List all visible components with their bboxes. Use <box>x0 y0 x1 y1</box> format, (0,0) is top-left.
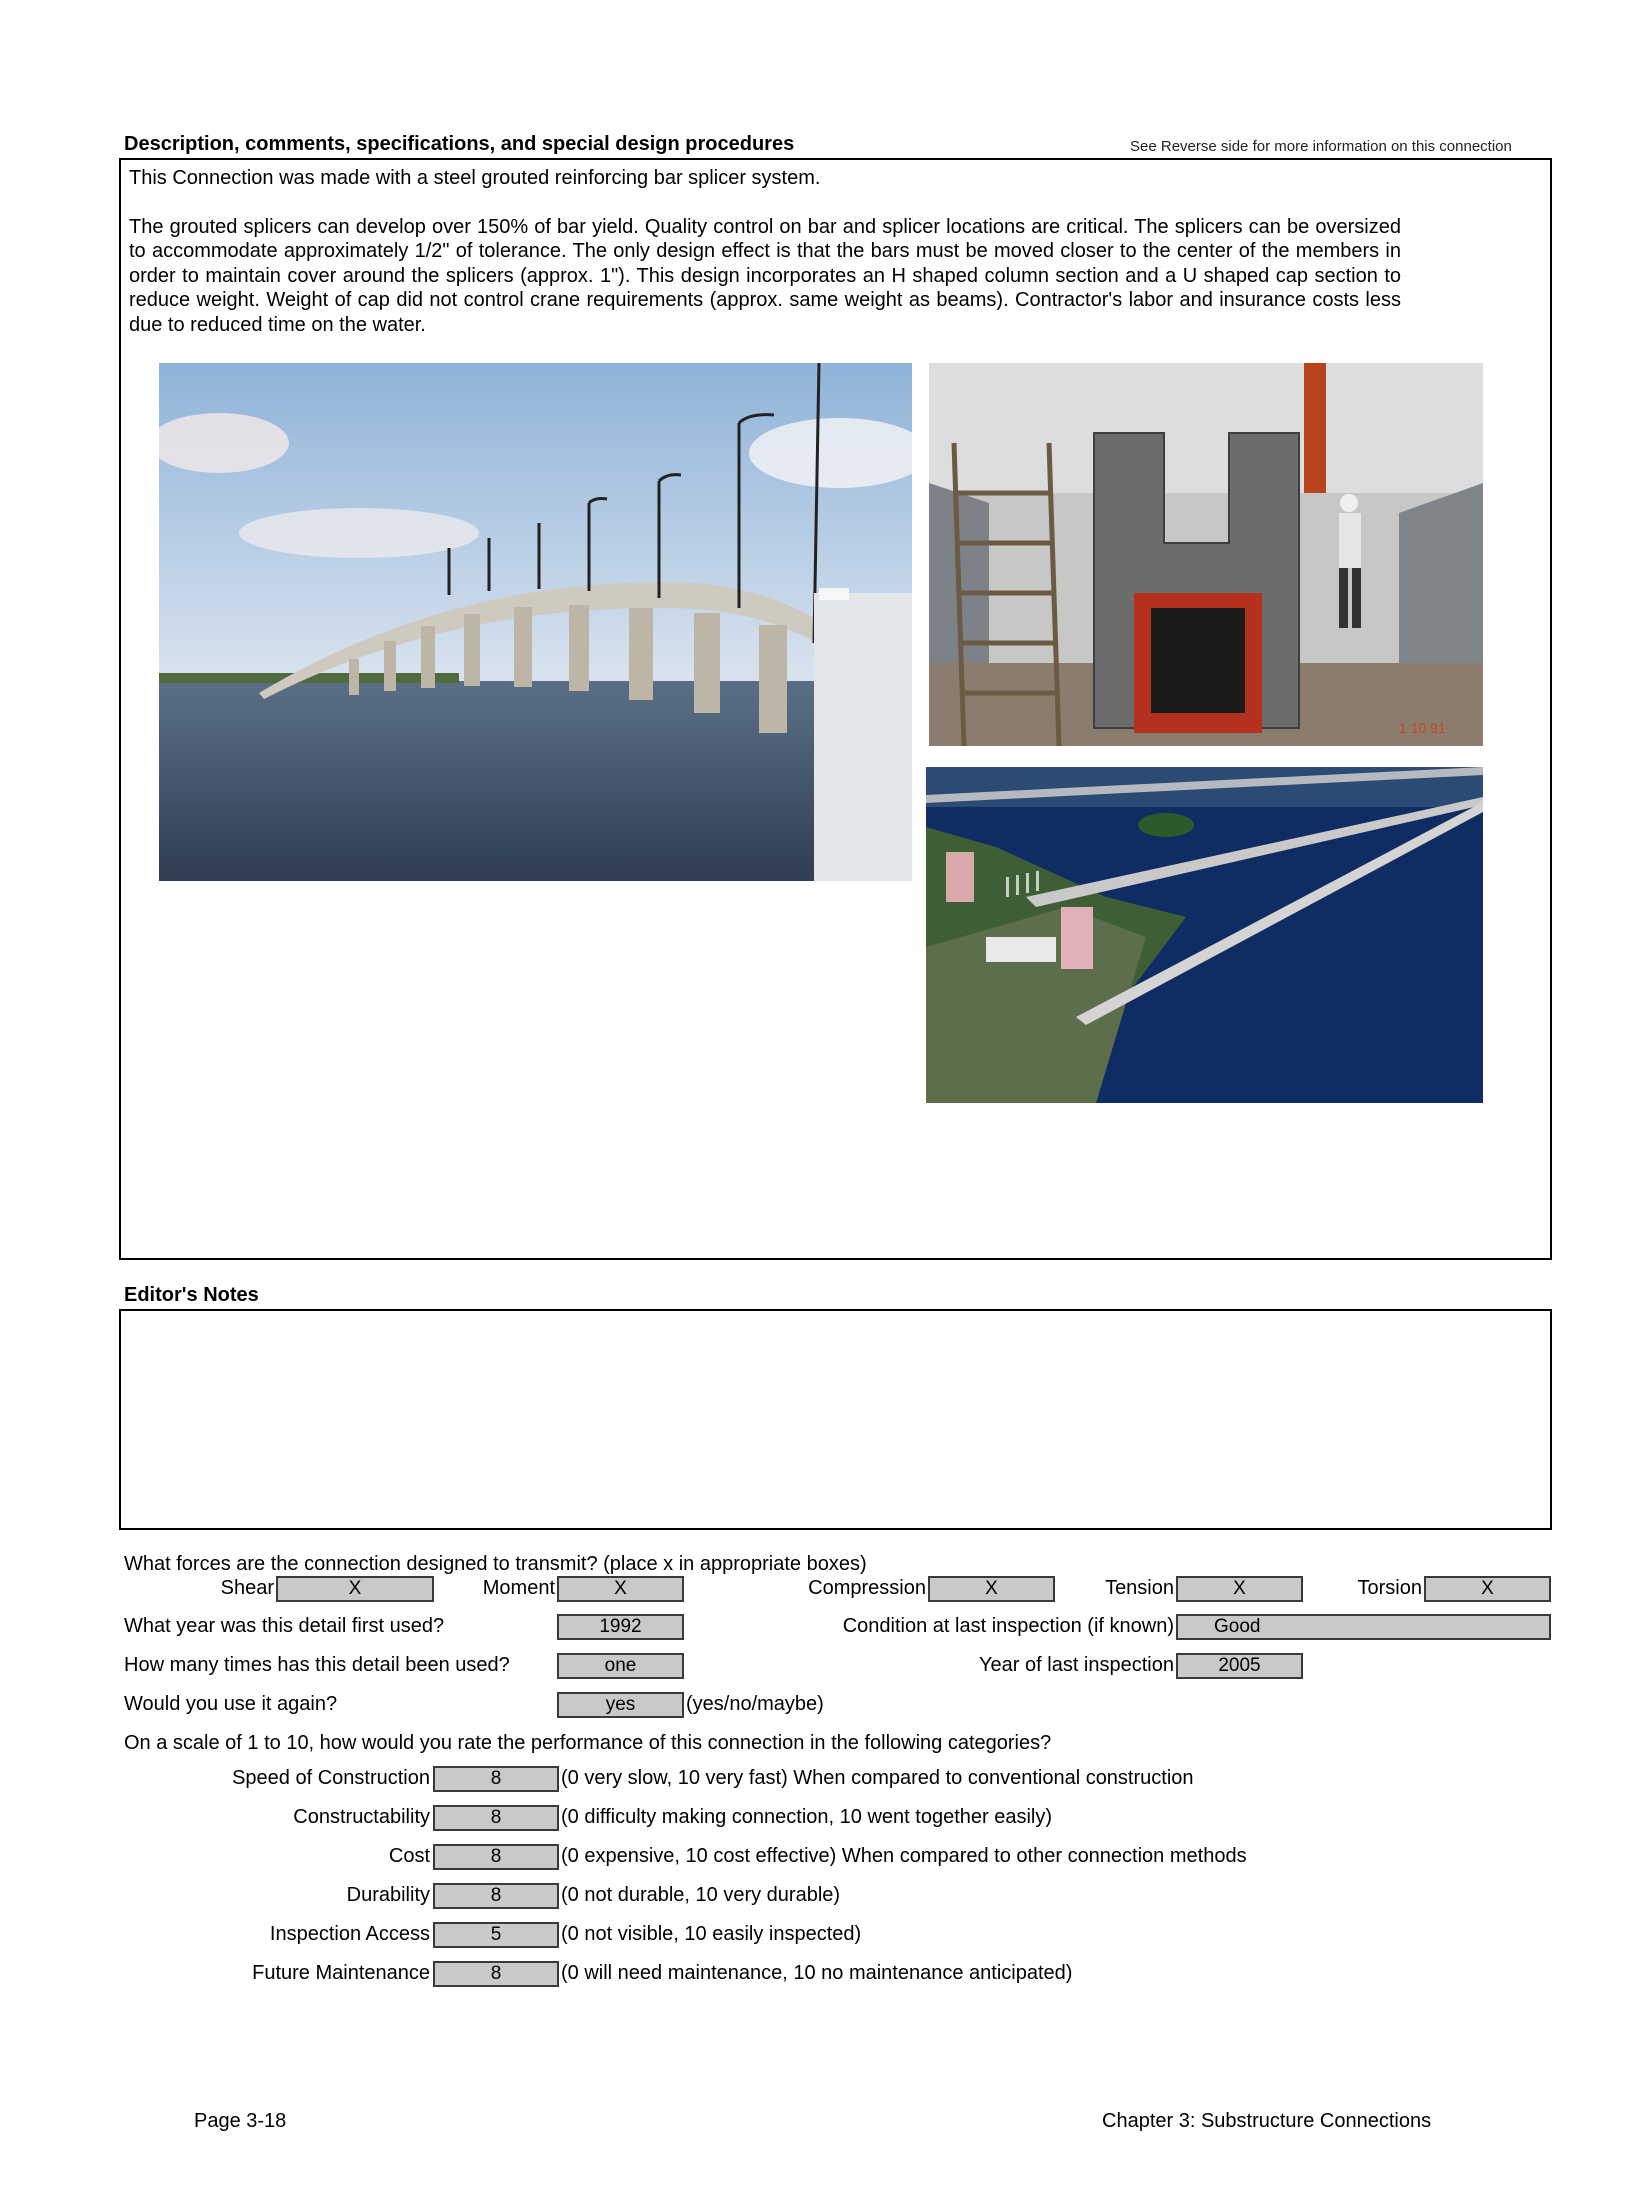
condition-label: Condition at last inspection (if known) <box>842 1615 1174 1637</box>
moment-label: Moment <box>482 1577 555 1599</box>
rating-field-inspection-access[interactable]: 5 <box>433 1922 559 1948</box>
rating-field-future-maintenance[interactable]: 8 <box>433 1961 559 1987</box>
tension-label: Tension <box>1105 1577 1174 1599</box>
rating-label-durability: Durability <box>346 1884 430 1906</box>
year-first-used-question: What year was this detail first used? <box>124 1615 445 1637</box>
column-section-image <box>929 363 1483 746</box>
rating-field-durability[interactable]: 8 <box>433 1883 559 1909</box>
use-again-question: Would you use it again? <box>124 1693 338 1715</box>
rating-label-speed: Speed of Construction <box>232 1767 430 1789</box>
rating-label-cost: Cost <box>388 1845 430 1867</box>
times-used-question: How many times has this detail been used? <box>124 1654 510 1676</box>
use-again-hint: (yes/no/maybe) <box>686 1693 824 1715</box>
rating-hint-speed: (0 very slow, 10 very fast) When compared to conventional construction <box>561 1767 1194 1789</box>
description-paragraph-1: This Connection was made with a steel grouted reinforcing bar splicer system. <box>129 167 821 189</box>
description-text <box>129 166 1401 361</box>
bridge-photo <box>159 363 912 881</box>
chapter-title: Chapter 3: Substructure Connections <box>1102 2110 1432 2132</box>
rating-label-inspection-access: Inspection Access <box>269 1923 430 1945</box>
condition-field[interactable]: Good <box>1176 1614 1551 1640</box>
editors-notes-title: Editor's Notes <box>124 1284 259 1306</box>
rating-hint-inspection-access: (0 not visible, 10 easily inspected) <box>561 1923 862 1945</box>
torsion-label: Torsion <box>1357 1577 1422 1599</box>
rating-field-constructability[interactable]: 8 <box>433 1805 559 1831</box>
reverse-side-note: See Reverse side for more information on this connection <box>1130 138 1512 155</box>
rating-label-future-maintenance: Future Maintenance <box>252 1962 430 1984</box>
times-used-field[interactable]: one <box>557 1653 684 1679</box>
rating-hint-durability: (0 not durable, 10 very durable) <box>561 1884 841 1906</box>
use-again-field[interactable]: yes <box>557 1692 684 1718</box>
description-title: Description, comments, specifications, and special design procedures <box>124 133 795 155</box>
rating-hint-cost: (0 expensive, 10 cost effective) When compared to other connection methods <box>561 1845 1247 1867</box>
torsion-checkbox[interactable]: X <box>1424 1576 1551 1602</box>
column-section-photo <box>929 363 1483 746</box>
description-paragraph-2: The grouted splicers can develop over 150% of bar yield. Quality control on bar and splicer locations are critical. The splicers can be oversized to accommodate approximately 1/2" of tolerance. The only design effect is that the bars must be moved closer to the center of the members in order to maintain cover around the splicers (approx. 1"). This design incorporates an H shaped column section and a U shaped cap section to reduce weight. Weight of cap did not control crane requirements (approx. same weight as beams). Contractor's labor and insurance costs less due to reduced time on the water. <box>129 215 1401 336</box>
tension-checkbox[interactable]: X <box>1176 1576 1303 1602</box>
last-inspection-field[interactable]: 2005 <box>1176 1653 1303 1679</box>
shear-checkbox[interactable]: X <box>276 1576 434 1602</box>
bridge-photo-image <box>159 363 912 881</box>
editors-notes-box[interactable] <box>119 1309 1552 1530</box>
rating-field-cost[interactable]: 8 <box>433 1844 559 1870</box>
rating-field-speed[interactable]: 8 <box>433 1766 559 1792</box>
compression-label: Compression <box>808 1577 926 1599</box>
aerial-view-image <box>926 767 1483 1103</box>
moment-checkbox[interactable]: X <box>557 1576 684 1602</box>
photo-date-stamp: 1 10 91 <box>1399 720 1446 736</box>
ratings-question: On a scale of 1 to 10, how would you rate the performance of this connection in the following categories? <box>124 1732 1052 1754</box>
rating-hint-constructability: (0 difficulty making connection, 10 went together easily) <box>561 1806 1053 1828</box>
shear-label: Shear <box>220 1577 274 1599</box>
last-inspection-label: Year of last inspection <box>979 1654 1174 1676</box>
page-number: Page 3-18 <box>194 2110 287 2132</box>
compression-checkbox[interactable]: X <box>928 1576 1055 1602</box>
rating-hint-future-maintenance: (0 will need maintenance, 10 no maintenance anticipated) <box>561 1962 1073 1984</box>
year-first-used-field[interactable]: 1992 <box>557 1614 684 1640</box>
aerial-view-photo <box>926 767 1483 1103</box>
forces-question: What forces are the connection designed to transmit? (place x in appropriate boxes) <box>124 1553 867 1575</box>
rating-label-constructability: Constructability <box>293 1806 430 1828</box>
